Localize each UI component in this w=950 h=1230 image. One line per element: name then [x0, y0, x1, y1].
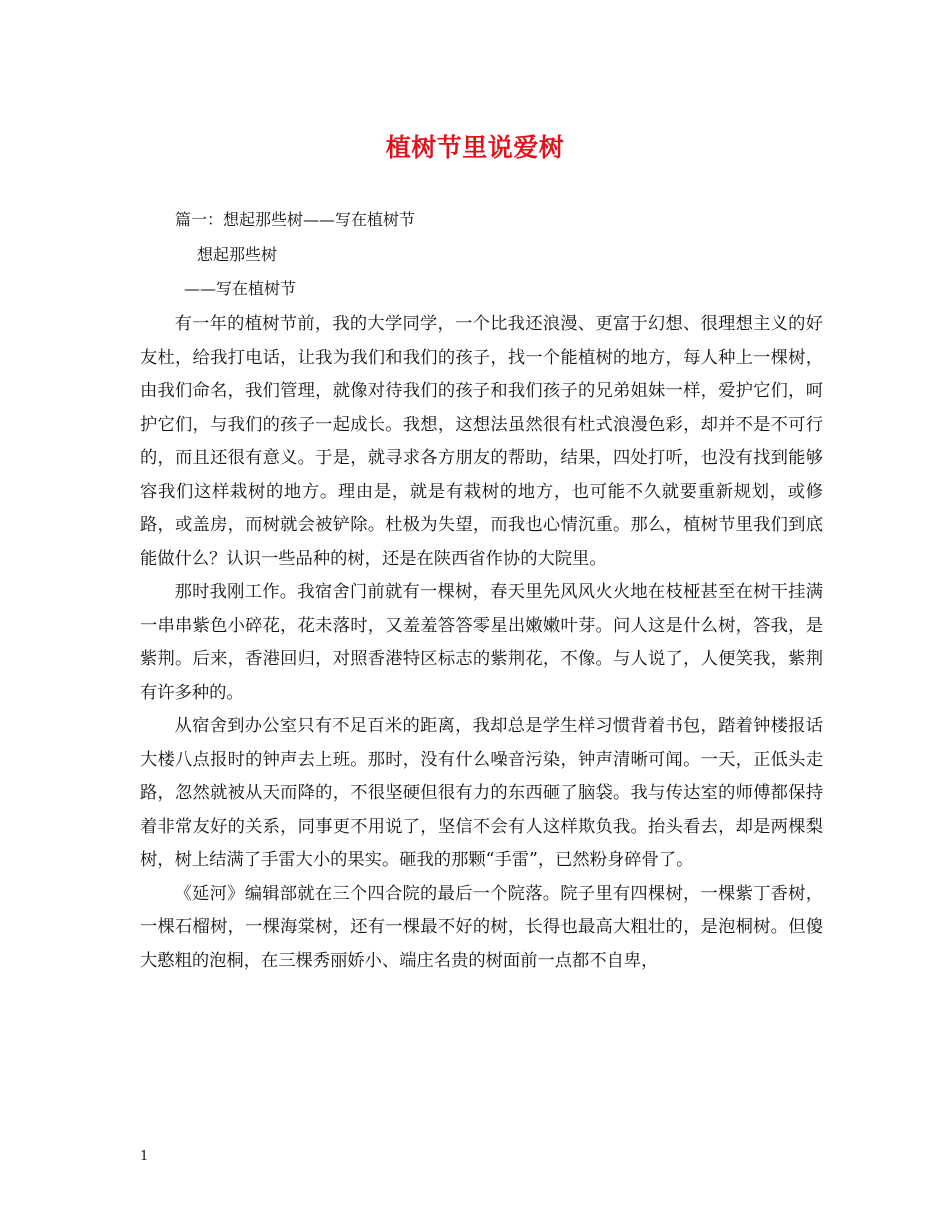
essay-subtitle: ——写在植树节 [184, 279, 297, 298]
body-text [140, 308, 823, 978]
paragraph-1: 有一年的植树节前，我的大学同学，一个比我还浪漫、更富于幻想、很理想主义的好友杜，给我打电话，让我为我们和我们的孩子，找一个能植树的地方，每人种上一棵树，由我们命名，我们管理，就像对待我们的孩子和我们孩子的兄弟姐妹一样，爱护它们，呵护它们，与我们的孩子一起成长。我想，这想法虽然很有杜式浪漫色彩，却并不是不可行的，而且还很有意义。于是，就寻求各方朋友的帮助，结果，四处打听，也没有找到能够容我们这样栽树的地方。理由是，就是有栽树的地方，也可能不久就要重新规划，或修路，或盖房，而树就会被铲除。杜极为失望，而我也心情沉重。那么，植树节里我们到底能做什么？认识一些品种的树，还是在陕西省作协的大院里。 [140, 314, 823, 569]
essay-title: 想起那些树 [197, 245, 278, 264]
page-number: 1 [140, 1149, 149, 1164]
paragraph-3: 从宿舍到办公室只有不足百米的距离，我却总是学生样习惯背着书包，踏着钟楼报话大楼八点报时的钟声去上班。那时，没有什么噪音污染，钟声清晰可闻。一天，正低头走路，忽然就被从天而降的，不很坚硬但很有力的东西砸了脑袋。我与传达室的师傅都保持着非常友好的关系，同事更不用说了，坚信不会有人这样欺负我。抬头看去，却是两棵梨树，树上结满了手雷大小的果实。砸我的那颗“手雷”，已然粉身碎骨了。 [140, 716, 823, 870]
document-title: 植树节里说爱树 [385, 133, 565, 162]
paragraph-2: 那时我刚工作。我宿舍门前就有一棵树，春天里先风风火火地在枝桠甚至在树干挂满一串串紫色小碎花，花未落时，又羞羞答答零星出嫩嫩叶芽。问人这是什么树，答我，是紫荆。后来，香港回归，对照香港特区标志的紫荆花，不像。与人说了，人便笑我，紫荆有许多种的。 [140, 582, 823, 703]
paragraph-4: 《延河》编辑部就在三个四合院的最后一个院落。院子里有四棵树，一棵紫丁香树，一棵石榴树，一棵海棠树，还有一棵最不好的树，长得也最高大粗壮的，是泡桐树。但傻大憨粗的泡桐，在三棵秀丽娇小、端庄名贵的树面前一点都不自卑， [140, 883, 823, 971]
section-heading: 篇一：想起那些树——写在植树节 [175, 210, 416, 229]
